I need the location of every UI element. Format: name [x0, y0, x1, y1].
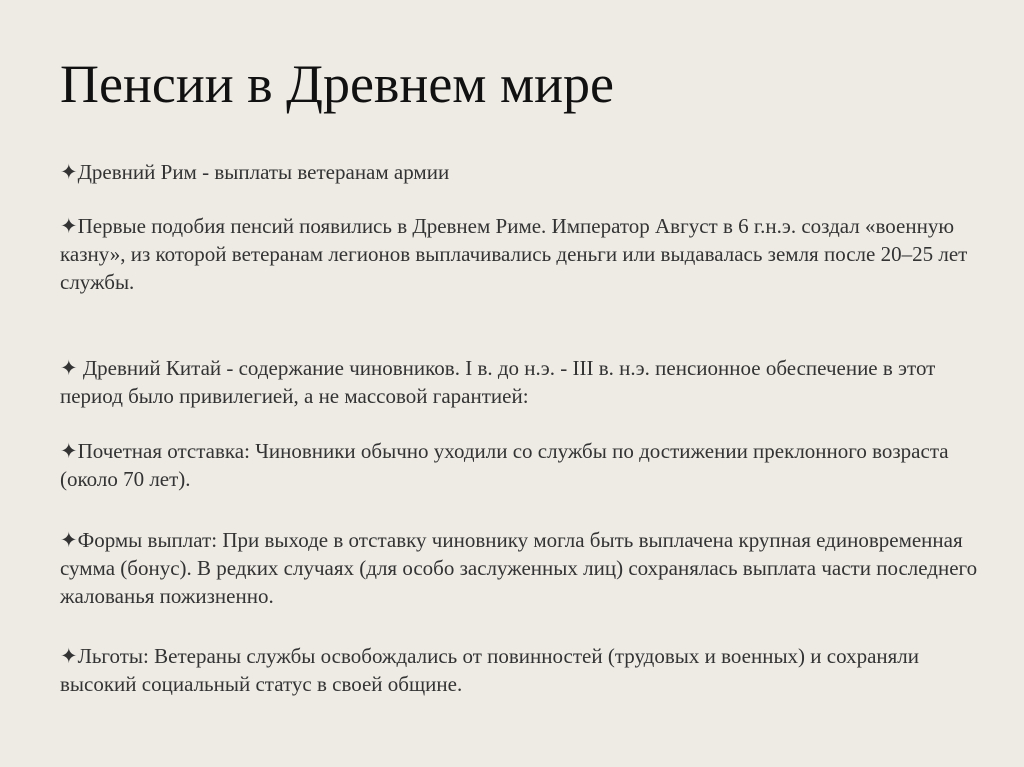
- paragraph-text: Формы выплат: При выходе в отставку чиновнику могла быть выплачена крупная единовременная сумма (бонус). В редких случаях (для особо заслуженных лиц) сохранялась выплата части последнего жалованья пожизненно.: [60, 528, 978, 608]
- star-bullet-icon: ✦: [60, 528, 78, 552]
- paragraph-text: Льготы: Ветераны службы освобождались от повинностей (трудовых и военных) и сохраняли высокий социальный статус в своей общине.: [60, 644, 920, 696]
- paragraph-china: [60, 354, 980, 410]
- star-bullet-icon: ✦: [60, 214, 78, 238]
- paragraph-benefits: [60, 642, 980, 698]
- paragraph-rome-details: [60, 212, 980, 296]
- paragraph-text: Почетная отставка: Чиновники обычно уходили со службы по достижении преклонного возраста (около 70 лет).: [60, 439, 949, 491]
- star-bullet-icon: ✦: [60, 439, 78, 463]
- star-bullet-icon: ✦: [60, 356, 78, 380]
- star-bullet-icon: ✦: [60, 644, 78, 668]
- paragraph-payment-forms: [60, 526, 980, 610]
- paragraph-rome-veterans: [60, 158, 980, 186]
- page-title: Пенсии в Древнем мире: [60, 54, 615, 114]
- paragraph-honorable-retirement: [60, 437, 980, 493]
- paragraph-text: Древний Рим - выплаты ветеранам армии: [77, 160, 450, 184]
- paragraph-text: Первые подобия пенсий появились в Древнем Риме. Император Август в 6 г.н.э. создал «военную казну», из которой ветеранам легионов выплачивались деньги или выдавалась земля после 20–25 лет службы.: [60, 214, 968, 294]
- star-bullet-icon: ✦: [60, 160, 78, 184]
- paragraph-text: Древний Китай - содержание чиновников. I в. до н.э. - III в. н.э. пенсионное обеспечение в этот период было привилегией, а не массовой гарантией:: [60, 356, 936, 408]
